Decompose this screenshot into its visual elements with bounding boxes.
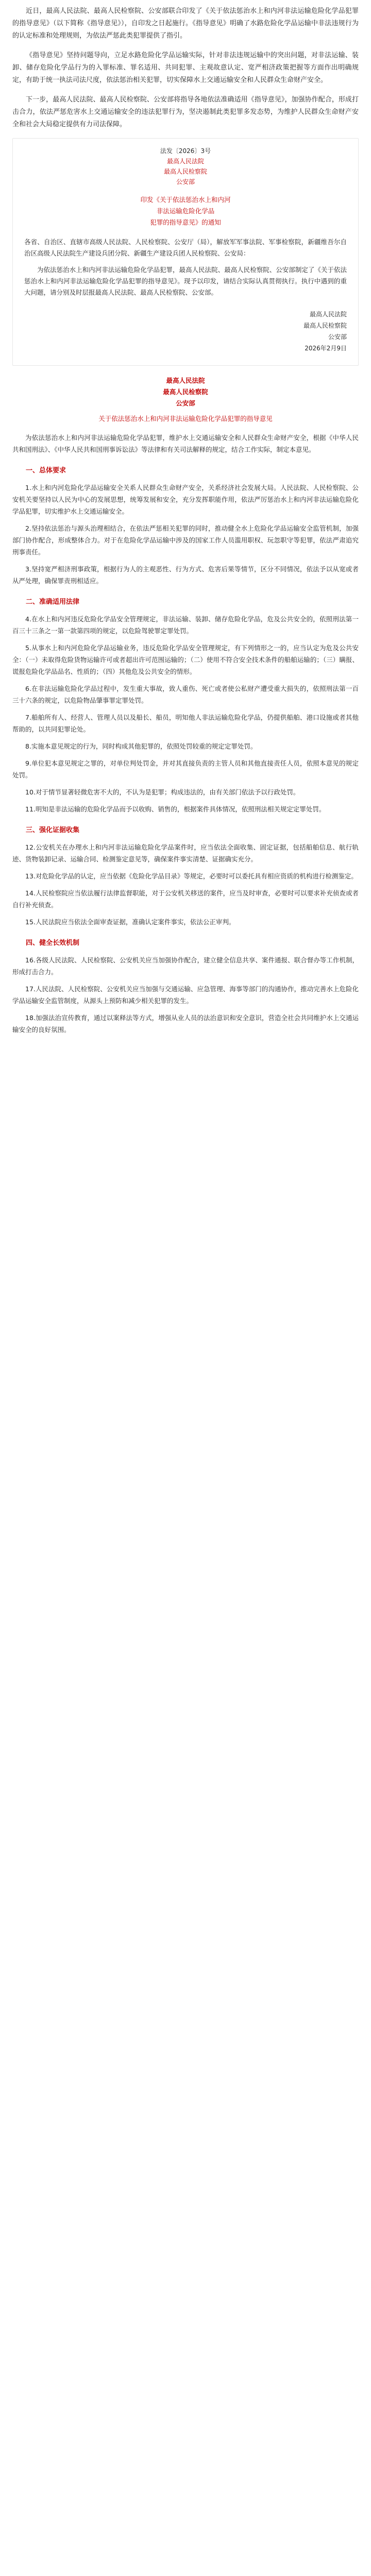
section-paragraph: 6.在非法运输危险化学品过程中，发生重大事故，致人重伤、死亡或者使公私财产遭受重大损失的，依照刑法第一百三十六条的规定，以危险物品肇事罪定罪处罚。 bbox=[12, 685, 359, 704]
section-heading: 四、健全长效机制 bbox=[26, 939, 80, 947]
section-paragraph: 5.从事水上和内河危险化学品运输业务，违反危险化学品安全管理规定，有下列情形之一的，应当认定为危及公共安全：（一）未取得危险货物运输许可或者超出许可范围运输的；（二）使用不符合安全技术条件的船舶运输的；（三）瞒报、谎报危险化学品品名、性质的；（四）其他危及公共安全的情形。 bbox=[12, 644, 359, 675]
section-paragraph: 13.对危险化学品的认定，应当依据《危险化学品目录》等规定，必要时可以委托具有相应资质的机构进行检测鉴定。 bbox=[25, 872, 358, 880]
opinion-issuer: 最高人民法院 bbox=[166, 377, 205, 384]
section-paragraph: 8.实施本意见规定的行为，同时构成其他犯罪的，依照处罚较重的规定定罪处罚。 bbox=[25, 742, 257, 750]
issuer-procuratorate: 最高人民检察院 bbox=[163, 168, 207, 175]
opinion-issuers bbox=[0, 375, 371, 409]
lead-paragraph: 《指导意见》坚持问题导向，立足水路危险化学品运输实际，针对非法违规运输中的突出问题，对非法运输、装卸、储存危险化学品行为的入罪标准、罪名适用、共同犯罪、主观故意认定、宽严相济政策把握等方面作出明确规定，有助于统一执法司法尺度，依法惩治相关犯罪，切实保障水上交通运输安全和人民群众生命财产安全。 bbox=[12, 52, 359, 84]
notice-text: 为依法惩治水上和内河非法运输危险化学品犯罪，最高人民法院、最高人民检察院、公安部制定了《关于依法惩治水上和内河非法运输危险化学品犯罪的指导意见》。现予以印发，请结合实际认真贯彻执行。执行中遇到的重大问题，请分别及时层报最高人民法院、最高人民检察院、公安部。 bbox=[24, 266, 347, 296]
notice-addressees: 各省、自治区、直辖市高级人民法院、人民检察院、公安厅（局），解放军军事法院、军事检察院，新疆维吾尔自治区高级人民法院生产建设兵团分院、新疆生产建设兵团人民检察院、公安局： bbox=[24, 238, 347, 257]
opinion-body bbox=[12, 432, 359, 1036]
section-paragraph: 2.坚持依法惩治与源头治理相结合，在依法严惩相关犯罪的同时，推动健全水上危险化学品运输安全监管机制，加强部门协作配合，形成整体合力。对于在危险化学品运输中涉及的国家工作人员滥用职权、玩忽职守等犯罪，依法严肃追究刑事责任。 bbox=[12, 524, 359, 556]
opinion-issuer: 公安部 bbox=[176, 399, 195, 407]
signer: 最高人民法院 bbox=[309, 311, 347, 318]
notice-body bbox=[24, 236, 347, 298]
section-paragraph: 11.明知是非法运输的危险化学品而予以收购、销售的，根据案件具体情况，依照刑法相关规定定罪处罚。 bbox=[25, 805, 326, 813]
section-paragraph: 18.加强法治宣传教育，通过以案释法等方式，增强从业人员的法治意识和安全意识，营造全社会共同维护水上交通运输安全的良好氛围。 bbox=[12, 1014, 359, 1033]
section-paragraph: 17.人民法院、人民检察院、公安机关应当加强与交通运输、应急管理、海事等部门的沟通协作，推动完善水上危险化学品运输安全监管制度，从源头上预防和减少相关犯罪的发生。 bbox=[12, 985, 359, 1005]
section-heading: 一、总体要求 bbox=[26, 467, 66, 474]
lead-paragraph: 下一步，最高人民法院、最高人民检察院、公安部将指导各地依法准确适用《指导意见》，加强协作配合，形成打击合力，依法严惩危害水上交通运输安全的违法犯罪行为，坚决遏制此类犯罪多发态势，为维护人民群众生命财产安全和社会大局稳定提供有力司法保障。 bbox=[12, 96, 359, 128]
notice-title-line: 犯罪的指导意见》的通知 bbox=[150, 218, 221, 226]
signer: 公安部 bbox=[328, 333, 347, 341]
section-paragraph: 4.在水上和内河违反危险化学品安全管理规定，非法运输、装卸、储存危险化学品，危及公共安全的，依照刑法第一百三十三条之一第一款第四项的规定，以危险驾驶罪定罪处罚。 bbox=[12, 615, 359, 635]
notice-signature bbox=[24, 309, 347, 354]
opinion-intro: 为依法惩治水上和内河非法运输危险化学品犯罪，维护水上交通运输安全和人民群众生命财产安全，根据《中华人民共和国刑法》、《中华人民共和国刑事诉讼法》等法律和有关司法解释的规定，结合工作实际，制定本意见。 bbox=[12, 434, 359, 453]
section-paragraph: 14.人民检察院应当依法履行法律监督职能，对于公安机关移送的案件，应当及时审查，必要时可以要求补充侦查或者自行补充侦查。 bbox=[12, 889, 359, 909]
section-paragraph: 15.人民法院应当依法全面审查证据，准确认定案件事实，依法公正审判。 bbox=[25, 918, 235, 926]
section-heading: 三、强化证据收集 bbox=[26, 826, 80, 834]
opinion-subtitle: 关于依法惩治水上和内河非法运输危险化学品犯罪的指导意见 bbox=[98, 415, 273, 422]
notice-header bbox=[24, 146, 347, 187]
signer: 最高人民检察院 bbox=[303, 322, 347, 329]
section-paragraph: 10.对于情节显著轻微危害不大的，不认为是犯罪；构成违法的，由有关部门依法予以行政处罚。 bbox=[25, 788, 300, 796]
notice-title-line: 印发《关于依法惩治水上和内河 bbox=[140, 196, 231, 204]
section-paragraph: 3.坚持宽严相济刑事政策，根据行为人的主观恶性、行为方式、危害后果等情节，区分不同情况，依法予以从宽或者从严处理，确保罪责刑相适应。 bbox=[12, 565, 359, 585]
notice-title bbox=[24, 194, 347, 228]
lead-paragraph: 近日，最高人民法院、最高人民检察院、公安部联合印发了《关于依法惩治水上和内河非法运输危险化学品犯罪的指导意见》（以下简称《指导意见》），自印发之日起施行。《指导意见》明确了水路危险化学品运输中非法违规行为的认定标准和处理规则，为依法严惩此类犯罪提供了指引。 bbox=[12, 7, 359, 40]
section-heading: 二、准确适用法律 bbox=[26, 598, 80, 606]
notice-title-line: 非法运输危险化学品 bbox=[156, 207, 215, 215]
section-paragraph: 12.公安机关在办理水上和内河非法运输危险化学品案件时，应当依法全面收集、固定证据，包括船舶信息、航行轨迹、货物装卸记录、运输合同、检测鉴定意见等，确保案件事实清楚、证据确实充分。 bbox=[12, 843, 359, 863]
issuer-court: 最高人民法院 bbox=[166, 158, 204, 165]
section-paragraph: 7.船舶所有人、经营人、管理人员以及船长、船员，明知他人非法运输危险化学品，仍提供船舶、港口设施或者其他帮助的，以共同犯罪论处。 bbox=[12, 714, 359, 733]
doc-number: 法发〔2026〕3号 bbox=[160, 147, 211, 155]
notice-document bbox=[12, 138, 359, 366]
section-paragraph: 9.单位犯本意见规定之罪的，对单位判处罚金，并对其直接负责的主管人员和其他直接责任人员，依照本意见的规定处罚。 bbox=[12, 759, 359, 779]
issuer-police: 公安部 bbox=[176, 178, 195, 185]
section-paragraph: 16.各级人民法院、人民检察院、公安机关应当加强协作配合，建立健全信息共享、案件通报、联合督办等工作机制，形成打击合力。 bbox=[12, 956, 359, 976]
notice-date: 2026年2月9日 bbox=[305, 345, 347, 352]
lead-article bbox=[12, 0, 359, 131]
section-paragraph: 1.水上和内河危险化学品运输安全关系人民群众生命财产安全，关系经济社会发展大局。人民法院、人民检察院、公安机关要坚持以人民为中心的发展思想，统筹发展和安全，充分发挥职能作用，依法严厉惩治水上和内河非法运输危险化学品犯罪，切实维护水上交通运输安全。 bbox=[12, 484, 359, 515]
opinion-document bbox=[0, 375, 371, 1036]
opinion-issuer: 最高人民检察院 bbox=[163, 388, 208, 396]
